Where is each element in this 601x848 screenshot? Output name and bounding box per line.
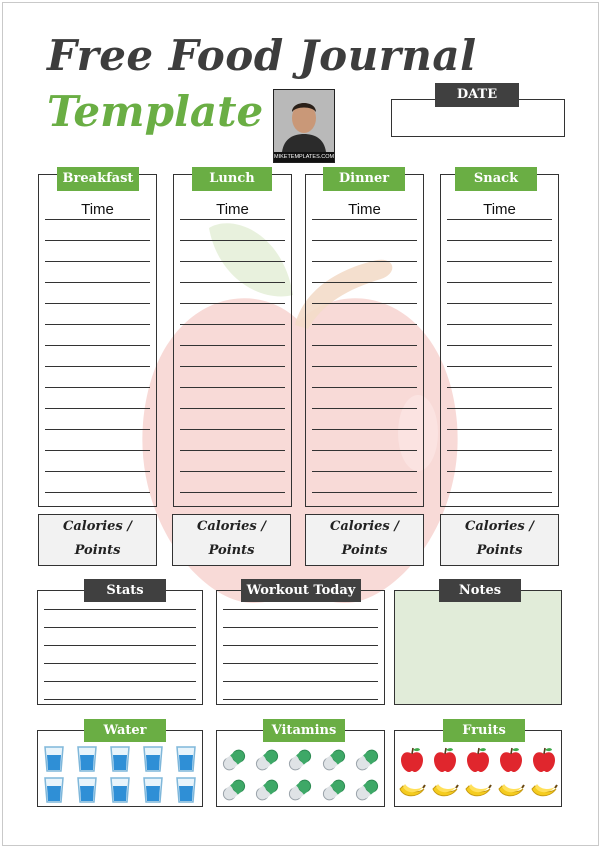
writing-lines <box>44 609 196 717</box>
red-apple-icon[interactable] <box>432 745 458 773</box>
page-title-line1: Free Food Journal <box>47 31 477 80</box>
workout-box[interactable] <box>216 590 385 705</box>
pill-capsule-icon[interactable] <box>285 745 315 775</box>
calories-box-dinner[interactable] <box>305 514 424 566</box>
water-glass-icon[interactable] <box>76 776 98 804</box>
person-portrait-icon <box>274 90 334 152</box>
date-label: DATE <box>435 83 519 107</box>
notes-box[interactable] <box>394 590 562 705</box>
tab-workout: Workout Today <box>241 579 361 602</box>
photo-caption: MIKETEMPLATES.COM <box>274 154 335 160</box>
author-photo <box>273 89 335 163</box>
points-label: Points <box>74 543 121 558</box>
water-glass-icon[interactable] <box>175 745 197 773</box>
writing-lines <box>312 219 417 513</box>
calories-box-lunch[interactable] <box>172 514 291 566</box>
water-glass-icon[interactable] <box>43 776 65 804</box>
tab-breakfast: Breakfast <box>57 167 139 191</box>
water-row-2 <box>38 776 202 804</box>
water-glass-icon[interactable] <box>76 745 98 773</box>
red-apple-icon[interactable] <box>465 745 491 773</box>
fruits-row-bananas <box>395 777 561 801</box>
banana-icon[interactable] <box>430 777 460 801</box>
tab-notes: Notes <box>439 579 521 602</box>
time-label: Time <box>348 201 381 218</box>
stats-box[interactable] <box>37 590 203 705</box>
pill-capsule-icon[interactable] <box>352 745 382 775</box>
tab-snack: Snack <box>455 167 537 191</box>
tab-vitamins: Vitamins <box>263 719 345 742</box>
pill-capsule-icon[interactable] <box>219 775 249 805</box>
pill-capsule-icon[interactable] <box>352 775 382 805</box>
red-apple-icon[interactable] <box>399 745 425 773</box>
time-label: Time <box>81 201 114 218</box>
points-label: Points <box>208 543 255 558</box>
journal-page <box>2 2 599 846</box>
tab-lunch: Lunch <box>192 167 272 191</box>
pill-capsule-icon[interactable] <box>252 745 282 775</box>
calories-label: Calories / <box>196 519 267 534</box>
water-glass-icon[interactable] <box>142 745 164 773</box>
points-label: Points <box>476 543 523 558</box>
writing-lines <box>447 219 552 513</box>
page-title-line2: Template <box>47 87 264 136</box>
time-label: Time <box>483 201 516 218</box>
water-glass-icon[interactable] <box>175 776 197 804</box>
calories-label: Calories / <box>464 519 535 534</box>
water-glass-icon[interactable] <box>109 745 131 773</box>
banana-icon[interactable] <box>463 777 493 801</box>
water-glass-icon[interactable] <box>142 776 164 804</box>
meal-column-dinner[interactable] <box>305 174 424 507</box>
writing-lines <box>223 609 378 717</box>
vitamins-row-2 <box>217 775 384 805</box>
banana-icon[interactable] <box>529 777 559 801</box>
red-apple-icon[interactable] <box>498 745 524 773</box>
tab-dinner: Dinner <box>323 167 405 191</box>
calories-label: Calories / <box>329 519 400 534</box>
tab-water: Water <box>84 719 166 742</box>
calories-label: Calories / <box>62 519 133 534</box>
water-row-1 <box>38 745 202 773</box>
vitamins-row-1 <box>217 745 384 775</box>
meal-column-snack[interactable] <box>440 174 559 507</box>
writing-lines <box>45 219 150 513</box>
time-label: Time <box>216 201 249 218</box>
pill-capsule-icon[interactable] <box>219 745 249 775</box>
calories-box-breakfast[interactable] <box>38 514 157 566</box>
pill-capsule-icon[interactable] <box>252 775 282 805</box>
tab-stats: Stats <box>84 579 166 602</box>
pill-capsule-icon[interactable] <box>319 745 349 775</box>
fruits-row-apples <box>395 745 561 773</box>
meal-column-lunch[interactable] <box>173 174 292 507</box>
red-apple-icon[interactable] <box>531 745 557 773</box>
points-label: Points <box>341 543 388 558</box>
water-glass-icon[interactable] <box>43 745 65 773</box>
calories-box-snack[interactable] <box>440 514 559 566</box>
pill-capsule-icon[interactable] <box>319 775 349 805</box>
tab-fruits: Fruits <box>443 719 525 742</box>
water-glass-icon[interactable] <box>109 776 131 804</box>
banana-icon[interactable] <box>397 777 427 801</box>
banana-icon[interactable] <box>496 777 526 801</box>
pill-capsule-icon[interactable] <box>285 775 315 805</box>
meal-column-breakfast[interactable] <box>38 174 157 507</box>
writing-lines <box>180 219 285 513</box>
